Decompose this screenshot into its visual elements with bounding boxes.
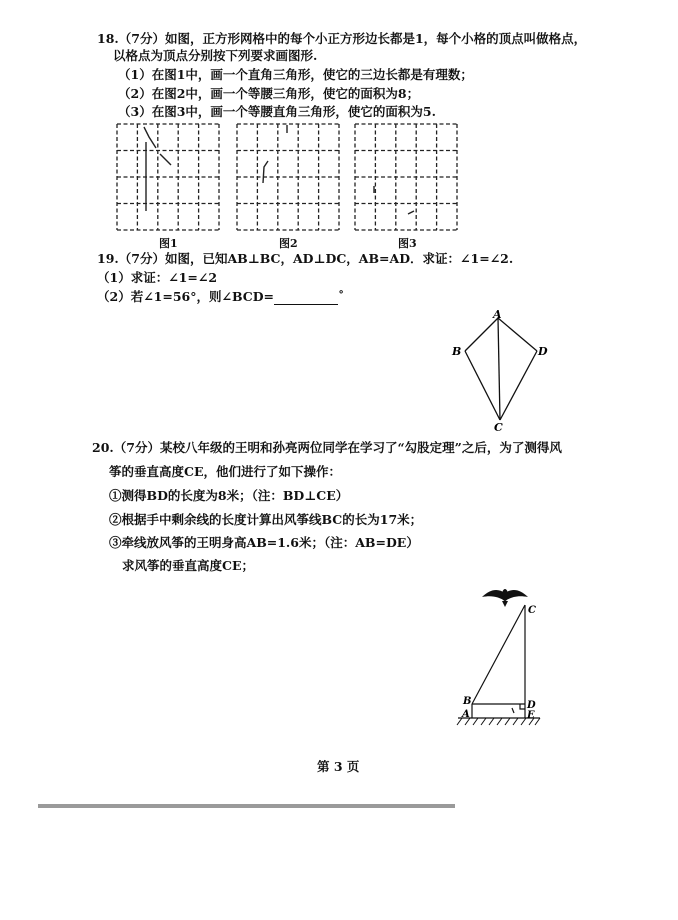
grid-figure-2 <box>236 123 340 231</box>
kite-label-b: B <box>452 345 462 358</box>
kite-label-a: A <box>493 308 502 321</box>
q19-header: 19.（7分）如图，已知AB⊥BC，AD⊥DC，AB=AD．求证：∠1=∠2. <box>97 251 514 266</box>
q20-step-2: ②根据手中剩余线的长度计算出风筝线BC的长为17米； <box>109 512 423 527</box>
q18-header: 18.（7分）如图，正方形网格中的每个小正方形边长都是1，每个小格的顶点叫做格点， <box>97 31 587 46</box>
kite-bird-icon <box>482 589 528 607</box>
q20-step-3: ③牵线放风筝的王明身高AB=1.6米；（注：AB=DE） <box>109 535 419 550</box>
q18-item-2: （2）在图2中，画一个等腰三角形，使它的面积为8； <box>118 86 420 101</box>
kite-diagram <box>448 306 558 432</box>
q20-step-1: ①测得BD的长度为8米；（注：BD⊥CE） <box>109 488 349 503</box>
figure-2-caption: 图2 <box>279 237 298 250</box>
q19-item-2-text: （2）若∠1=56°，则∠BCD= <box>97 289 275 304</box>
grid-figure-1 <box>116 123 220 231</box>
figure-3-caption: 图3 <box>398 237 417 250</box>
q19-item-2 <box>97 289 344 305</box>
q19-item-1: （1）求证：∠1=∠2 <box>97 270 218 285</box>
q18-item-3: （3）在图3中，画一个等腰直角三角形，使它的面积为5. <box>118 104 436 119</box>
kite-label-d: D <box>538 345 548 358</box>
answer-blank[interactable] <box>274 292 338 305</box>
grid-figure-3 <box>354 123 458 231</box>
bottom-divider <box>38 804 455 808</box>
fig20-label-e: E <box>527 710 535 721</box>
page-number: 第 3 页 <box>317 759 360 774</box>
q20-ask: 求风筝的垂直高度CE； <box>122 558 254 573</box>
q20-header: 20.（7分）某校八年级的王明和孙亮两位同学在学习了“勾股定理”之后，为了测得风 <box>92 440 562 455</box>
q19-item-2-tail: ˚ <box>338 289 345 304</box>
fig20-label-c: C <box>528 605 536 616</box>
q20-header-cont: 筝的垂直高度CE，他们进行了如下操作： <box>109 464 341 479</box>
kite-height-diagram <box>452 583 552 731</box>
fig20-label-b: B <box>463 696 472 707</box>
fig20-label-a: A <box>462 709 470 720</box>
q18-header-cont: 以格点为顶点分别按下列要求画图形. <box>113 48 318 63</box>
fig20-label-d: D <box>527 700 536 711</box>
figure-1-caption: 图1 <box>159 237 178 250</box>
q18-item-1: （1）在图1中，画一个直角三角形，使它的三边长都是有理数； <box>118 67 473 82</box>
kite-label-c: C <box>494 421 503 432</box>
